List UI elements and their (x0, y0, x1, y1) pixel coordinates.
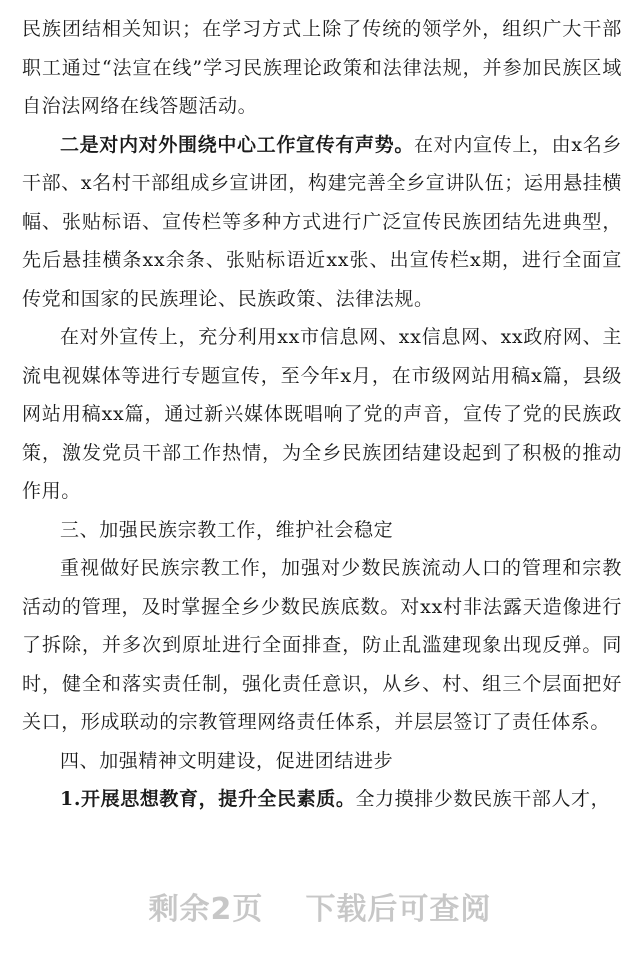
download-prompt-banner[interactable] (0, 884, 640, 928)
paragraph-religious-management (22, 549, 622, 742)
paragraph-continuation (22, 10, 622, 126)
section-heading-spiritual-civilization (22, 742, 622, 781)
paragraph-text: 重视做好民族宗教工作，加强对少数民族流动人口的管理和宗教活动的管理，及时掌握全乡少数民族底数。对xx村非法露天造像进行了拆除，并多次到原址进行全面排查，防止乱滥建现象出现反弹。同时，健全和落实责任制，强化责任意识，从乡、村、组三个层面把好关口，形成联动的宗教管理网络责任体系，并层层签订了责任体系。 (22, 557, 622, 733)
download-hint-label: 下载后可查阅 (305, 892, 492, 927)
paragraph-text: 民族团结相关知识；在学习方式上除了传统的领学外，组织广大干部职工通过“法宣在线”学习民族理论政策和法律法规，并参加民族区域自治法网络在线答题活动。 (22, 18, 622, 117)
paragraph-lead-heading: 二是对内对外围绕中心工作宣传有声势。 (60, 133, 414, 156)
section-heading-text: 四、加强精神文明建设，促进团结进步 (60, 749, 394, 772)
paragraph-external-publicity (22, 318, 622, 511)
remaining-pages-label: 剩余2页 (148, 892, 264, 927)
paragraph-text: 在对外宣传上，充分利用xx市信息网、xx信息网、xx政府网、主流电视媒体等进行专题宣传，至今年x月，在市级网站用稿x篇，县级网站用稿xx篇，通过新兴媒体既唱响了党的声音，宣传了党的民族政策，激发党员干部工作热情，为全乡民族团结建设起到了积极的推动作用。 (22, 326, 622, 502)
paragraph-lead-heading: 1.开展思想教育，提升全民素质。 (60, 788, 356, 810)
section-heading-text: 三、加强民族宗教工作，维护社会稳定 (60, 518, 394, 541)
section-heading-ethnic-religious-work (22, 511, 622, 550)
paragraph-ideological-education (22, 780, 622, 819)
paragraph-internal-external-publicity (22, 126, 622, 319)
paragraph-text: 全力摸排少数民族干部人才， (355, 788, 611, 810)
document-page (22, 10, 622, 819)
paragraph-text: 在对内宣传上，由x名乡干部、x名村干部组成乡宣讲团，构建完善全乡宣讲队伍；运用悬挂横幅、张贴标语、宣传栏等多种方式进行广泛宣传民族团结先进典型，先后悬挂横条xx余条、张贴标语近xx张、出宣传栏x期，进行全面宣传党和国家的民族理论、民族政策、法律法规。 (22, 133, 622, 310)
